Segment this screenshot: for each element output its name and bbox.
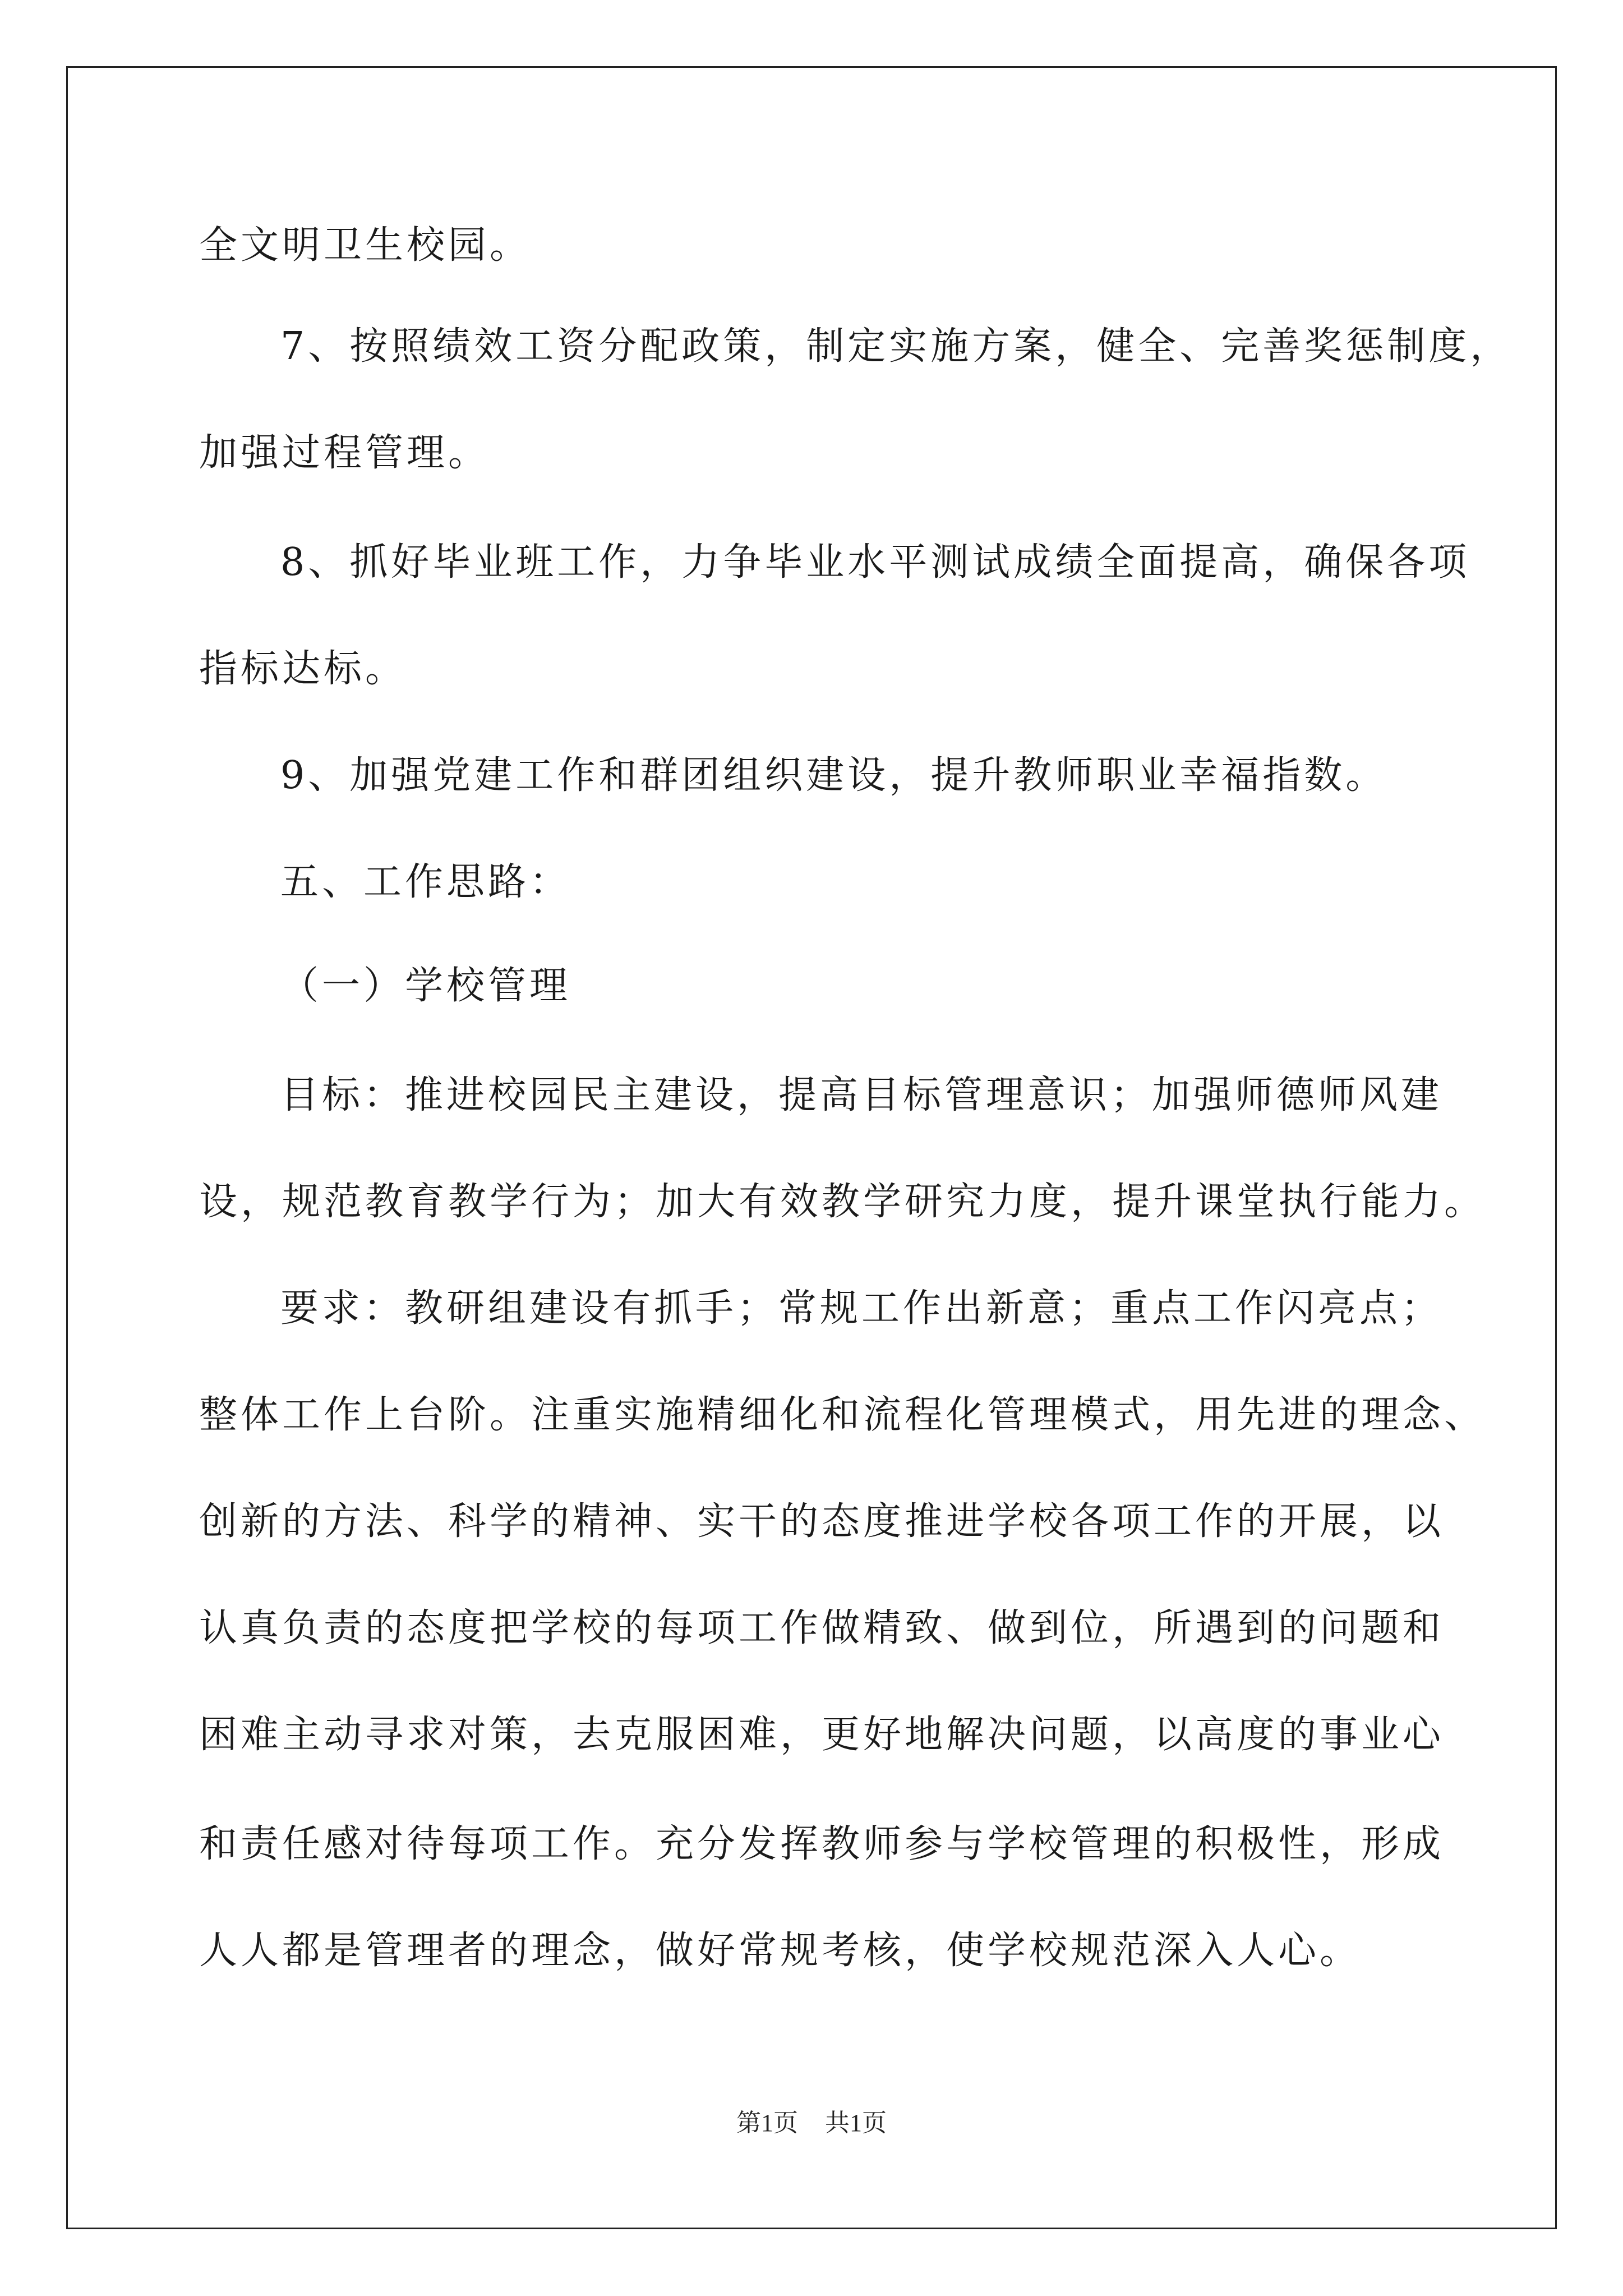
subsection-heading: （一）学校管理 bbox=[280, 964, 571, 1008]
text-line: 困难主动寻求对策，去克服困难，更好地解决问题，以高度的事业心 bbox=[199, 1713, 1445, 1757]
text-line: 要求：教研组建设有抓手；常规工作出新意；重点工作闪亮点； bbox=[280, 1286, 1443, 1331]
text-line: 加强过程管理。 bbox=[199, 431, 490, 475]
text-line: 目标：推进校园民主建设，提高目标管理意识；加强师德师风建 bbox=[280, 1073, 1443, 1117]
page-border bbox=[66, 66, 1557, 2229]
page-total: 共1页 bbox=[825, 2109, 887, 2137]
text-line: 设，规范教育教学行为；加大有效教学研究力度，提升课堂执行能力。 bbox=[199, 1180, 1486, 1224]
page-number: 第1页 bbox=[736, 2109, 798, 2137]
text-line: 人人都是管理者的理念，做好常规考核，使学校规范深入人心。 bbox=[199, 1929, 1362, 1973]
text-line: 8、抓好毕业班工作，力争毕业水平测试成绩全面提高，确保各项 bbox=[280, 540, 1470, 585]
text-line: 指标达标。 bbox=[199, 647, 407, 691]
text-line: 7、按照绩效工资分配政策，制定实施方案，健全、完善奖惩制度， bbox=[280, 324, 1512, 369]
text-line: 认真负责的态度把学校的每项工作做精致、做到位，所遇到的问题和 bbox=[199, 1606, 1445, 1650]
section-heading: 五、工作思路： bbox=[280, 860, 571, 904]
text-line: 创新的方法、科学的精神、实干的态度推进学校各项工作的开展，以 bbox=[199, 1499, 1445, 1544]
page-footer bbox=[0, 2106, 1623, 2140]
text-line: 和责任感对待每项工作。充分发挥教师参与学校管理的积极性，形成 bbox=[199, 1822, 1445, 1866]
text-line: 全文明卫生校园。 bbox=[199, 223, 532, 268]
text-line: 整体工作上台阶。注重实施精细化和流程化管理模式，用先进的理念、 bbox=[199, 1393, 1486, 1437]
text-line: 9、加强党建工作和群团组织建设，提升教师职业幸福指数。 bbox=[280, 753, 1387, 798]
